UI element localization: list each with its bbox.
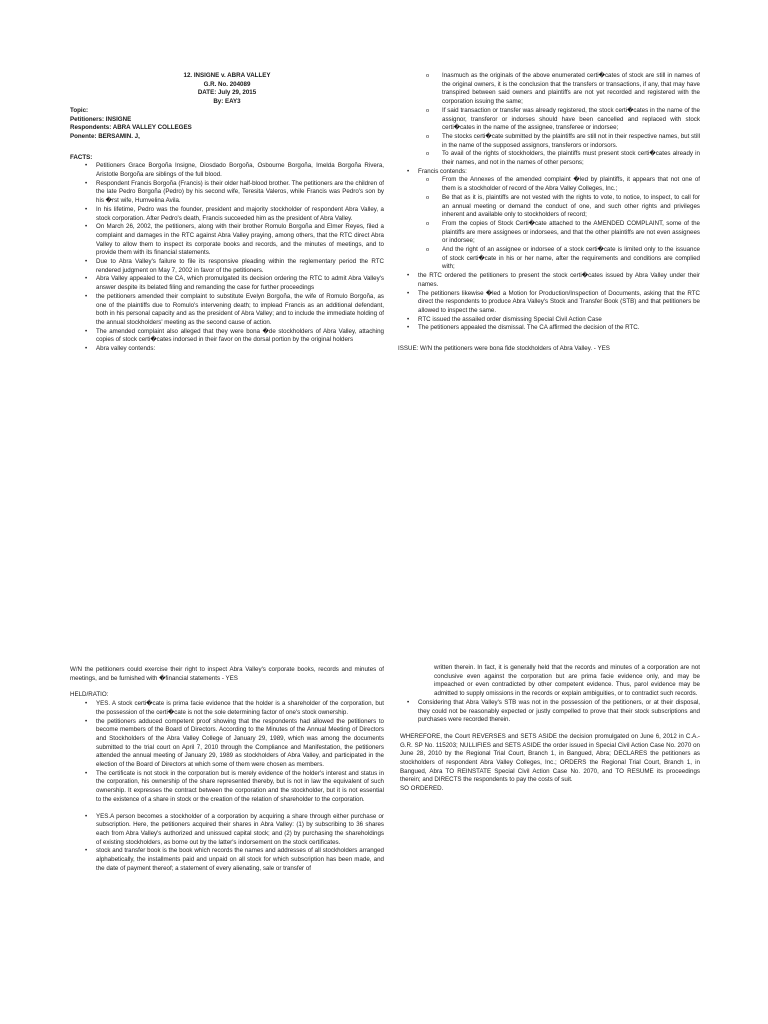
francis-contends-list — [400, 176, 700, 272]
page-1-left-column — [70, 72, 384, 354]
digest-author: By: EAY3 — [213, 98, 241, 106]
fact-item: • The petitioners appealed the dismissal. The CA affirmed the decision of the RTC. — [392, 324, 700, 333]
topic: Topic: — [70, 106, 89, 114]
fact-item: • The petitioners likewise �led a Motion for Production/Inspection of Documents, asking that the RTC direct the respondents to produce Abra Valley's Stock and Transfer Book (STB) and that petitioners be allowed to inspect the same. — [392, 290, 700, 316]
facts-heading: FACTS: — [70, 153, 93, 161]
fact-item: • RTC issued the assailed order dismissing Special Civil Action Case — [392, 316, 700, 325]
ponente: Ponente: BERSAMIN. J, — [70, 132, 140, 140]
page-2 — [0, 652, 768, 1024]
case-title: 12. INSIGNE v. ABRA VALLEY — [183, 72, 271, 79]
abra-contends-list — [400, 72, 700, 168]
francis-contention: o From the copies of Stock Certi�cate attached to the AMENDED COMPLAINT, some of the plaintiffs are mere assignees or indorsees, and that the other plaintiffs are not even assignees or indorsee; — [400, 220, 700, 246]
fact-item: • Abra Valley appealed to the CA, which promulgated its decision ordering the RTC to admit Abra Valley's answer despite its belated filing and remanding the case for further proceedings — [70, 275, 384, 292]
fact-item: • Respondent Francis Borgoña (Francis) is their older half-blood brother. The petitioners are the children of the late Pedro Borgoña (Pedro) by his second wife, Teresita Valeros, while Francis was Pedro's son by his �rst wife, Humvelina Avila. — [70, 180, 384, 206]
facts-list — [70, 162, 384, 353]
held-item: • the petitioners adduced competent proof showing that the respondents had allowed the petitioners to become members of the Board of Directors. According to the Minutes of the Annual Meeting of Directors and Stockholders of the Abra Valley College of January 29, 1989, which was among the documents submitted to the trial court on April 7, 2010 through the Compliance and Manifestation, the petitioners attended the annual meeting of January 29, 1989 as stockholders of Abra Valley, and participated in the election of the Board of Directors at which some of them were chosen as members. — [70, 718, 384, 770]
case-meta — [70, 107, 384, 142]
held-item: • Considering that Abra Valley's STB was not in the possession of the petitioners, or at their disposal, they could not be reasonably expected or justly compelled to prove that their stock subscriptions and purchases were recorded therein. — [392, 699, 700, 725]
abra-contention: o If said transaction or transfer was already registered, the stock certi�cates in the name of the assignor, transferor or indorses should have been cancelled and replaced with stock certi�cates in the name of the assignee, transferee or indorsee; — [400, 107, 700, 133]
fact-item: • In his lifetime, Pedro was the founder, president and majority stockholder of respondent Abra Valley, a stock corporation. After Pedro's death, Francis succeeded him as the president of Abra Valley. — [70, 206, 384, 223]
issue: ISSUE: W/N the petitioners were bona fide stockholders of Abra Valley. - YES — [398, 345, 610, 353]
fact-item: • the RTC ordered the petitioners to present the stock certi�cates issued by Abra Valley under their names. — [392, 272, 700, 289]
page-gap — [0, 600, 768, 652]
fact-item: • Petitioners Grace Borgoña Insigne, Diosdado Borgoña, Osbourne Borgoña, Imelda Borgoña Rivera, Aristotle Borgoña are siblings of the full blood. — [70, 162, 384, 179]
held-right-list — [392, 699, 700, 725]
petitioners: Petitioners: INSIGNE — [70, 115, 132, 123]
fact-item: • Due to Abra Valley's failure to file its responsive pleading within the reglementary period the RTC rendered judgment on May 7, 2002 in favor of the petitioners. — [70, 258, 384, 275]
francis-contention: o And the right of an assignee or indorsee of a stock certi�cate is limited only to the issuance of stock certi�cate in his or her name, after the requirements and conditions are complied with; — [400, 246, 700, 272]
fact-item: • Abra valley contends: — [70, 345, 384, 354]
held-item: • YES.A person becomes a stockholder of a corporation by acquiring a share through either purchase or subscription. Here, the petitioners acquired their shares in Abra Valley: (1) by subscribing to 36 shares each from Abra Valley's authorized and unissued capital stock; and (2) by purchasing the shareholdings of existing stockholders, as borne out by the latter's indorsement on the stock certificates. — [70, 813, 384, 848]
so-ordered: SO ORDERED. — [400, 785, 444, 793]
abra-contention: o The stocks certi�cate submitted by the plaintiffs are still not in their respective names, but still in the name of the supposed assignors, transferors or indorsors. — [400, 133, 700, 150]
case-date: DATE: July 29, 2015 — [197, 89, 257, 97]
held-list-2 — [70, 813, 384, 874]
case-header — [70, 72, 384, 107]
fact-item: • The amended complaint also alleged that they were bona �de stockholders of Abra Valley, attaching copies of stock certi�cates indorsed in their favor on the dorsal portion by the original holders — [70, 328, 384, 345]
respondents: Respondents: ABRA VALLEY COLLEGES — [70, 124, 192, 132]
page-2-right-column — [400, 664, 700, 794]
issue-2: W/N the petitioners could exercise their right to inspect Abra Valley's corporate books, records and minutes of meetings, and be furnished with �financial statements - YES — [70, 666, 384, 682]
page-2-left-column — [70, 666, 384, 873]
francis-contention: o From the Annexes of the amended complaint �led by plaintiffs, it appears that not one of them is a stockholder of record of the Abra Valley Colleges, Inc.; — [400, 176, 700, 193]
francis-contention: o Be that as it is, plaintiffs are not vested with the rights to vote, to notice, to inspect, to call for an annual meeting or demand the conduct of one, and such other rights and privileges inherent and available only to stockholders of record; — [400, 194, 700, 220]
held-continuation: written therein. In fact, it is generally held that the records and minutes of a corporation are not conclusive even against the corporation but are prima facie evidence only, and may be impeached or even contradicted by other competent evidence. Thus, parol evidence may be admitted to supply omissions in the records or explain ambiguities, or to contradict such records. — [434, 664, 700, 698]
facts-cont-list — [392, 272, 700, 333]
fact-item: • On March 26, 2002, the petitioners, along with their brother Romulo Borgoña and Elmer Reyes, filed a complaint and damages in the RTC against Abra Valley praying, among others, that the RTC direct Abra Valley to allow them to inspect its corporate books and records, and the minutes of meetings, and to provide them with its financial statements. — [70, 223, 384, 258]
held-item: • YES. A stock certi�cate is prima facie evidence that the holder is a shareholder of the corporation, but the possession of the certi�cate is not the sole determining factor of one's stock ownership. — [70, 700, 384, 717]
gr-number: G.R. No. 204089 — [203, 80, 251, 88]
held-list — [70, 700, 384, 804]
fact-item: • the petitioners amended their complaint to substitute Evelyn Borgoña, the wife of Romulo Borgoña, as one of the plaintiffs due to Romulo's intervening death; to implead Francis as an additional defendant, both in his personal capacity and as the president of Abra Valley; and to include the immediate holding of the annual stockholders' meeting as the second cause of action. — [70, 293, 384, 328]
francis-heading: • Francis contends: — [392, 168, 700, 177]
held-item: • stock and transfer book is the book which records the names and addresses of all stockholders arranged alphabetically, the installments paid and unpaid on all stock for which subscription has been made, and the date of payment thereof; a statement of every alienating, sale or transfer of — [70, 847, 384, 873]
abra-contention: o To avail of the rights of stockholders, the plaintiffs must present stock certi�cates already in their names, and not in the names of other persons; — [400, 150, 700, 167]
held-item: • The certificate is not stock in the corporation but is merely evidence of the holder's interest and status in the corporation, his ownership of the share represented thereby, but is not in law the equivalent of such ownership. It expresses the contract between the corporation and the stockholder, but it is not essential to the existence of a share in stock or the creation of the relation of shareholder to the corporation. — [70, 770, 384, 805]
page-1-right-column — [400, 72, 700, 354]
abra-contention: o Inasmuch as the originals of the above enumerated certi�cates of stock are still in names of the original owners, it is the conclusion that the transfers or transactions, if any, that may have transpired between said owners and plaintiffs are not yet recorded and registered with the corporation issuing the same; — [400, 72, 700, 107]
held-heading: HELD/RATIO: — [70, 691, 109, 699]
dispositive: WHEREFORE, the Court REVERSES and SETS ASIDE the decision promulgated on June 6, 2012 in C.A.-G.R. SP No. 115203; NULLIFIES and SETS ASIDE the order issued in Special Civil Action Case No. 2070 on June 28, 2010 by the Regional Trial Court, Branch 1, in Bangued, Abra; DECLARES the petitioners as stockholders of respondent Abra Valley Colleges, Inc.; ORDERS the Regional Trial Court, Branch 1, in Bangued, Abra TO REINSTATE Special Civil Action Case No. 2070, and TO RESUME its proceedings therein; and DIRECTS the respondents to pay the costs of suit. — [400, 732, 700, 784]
